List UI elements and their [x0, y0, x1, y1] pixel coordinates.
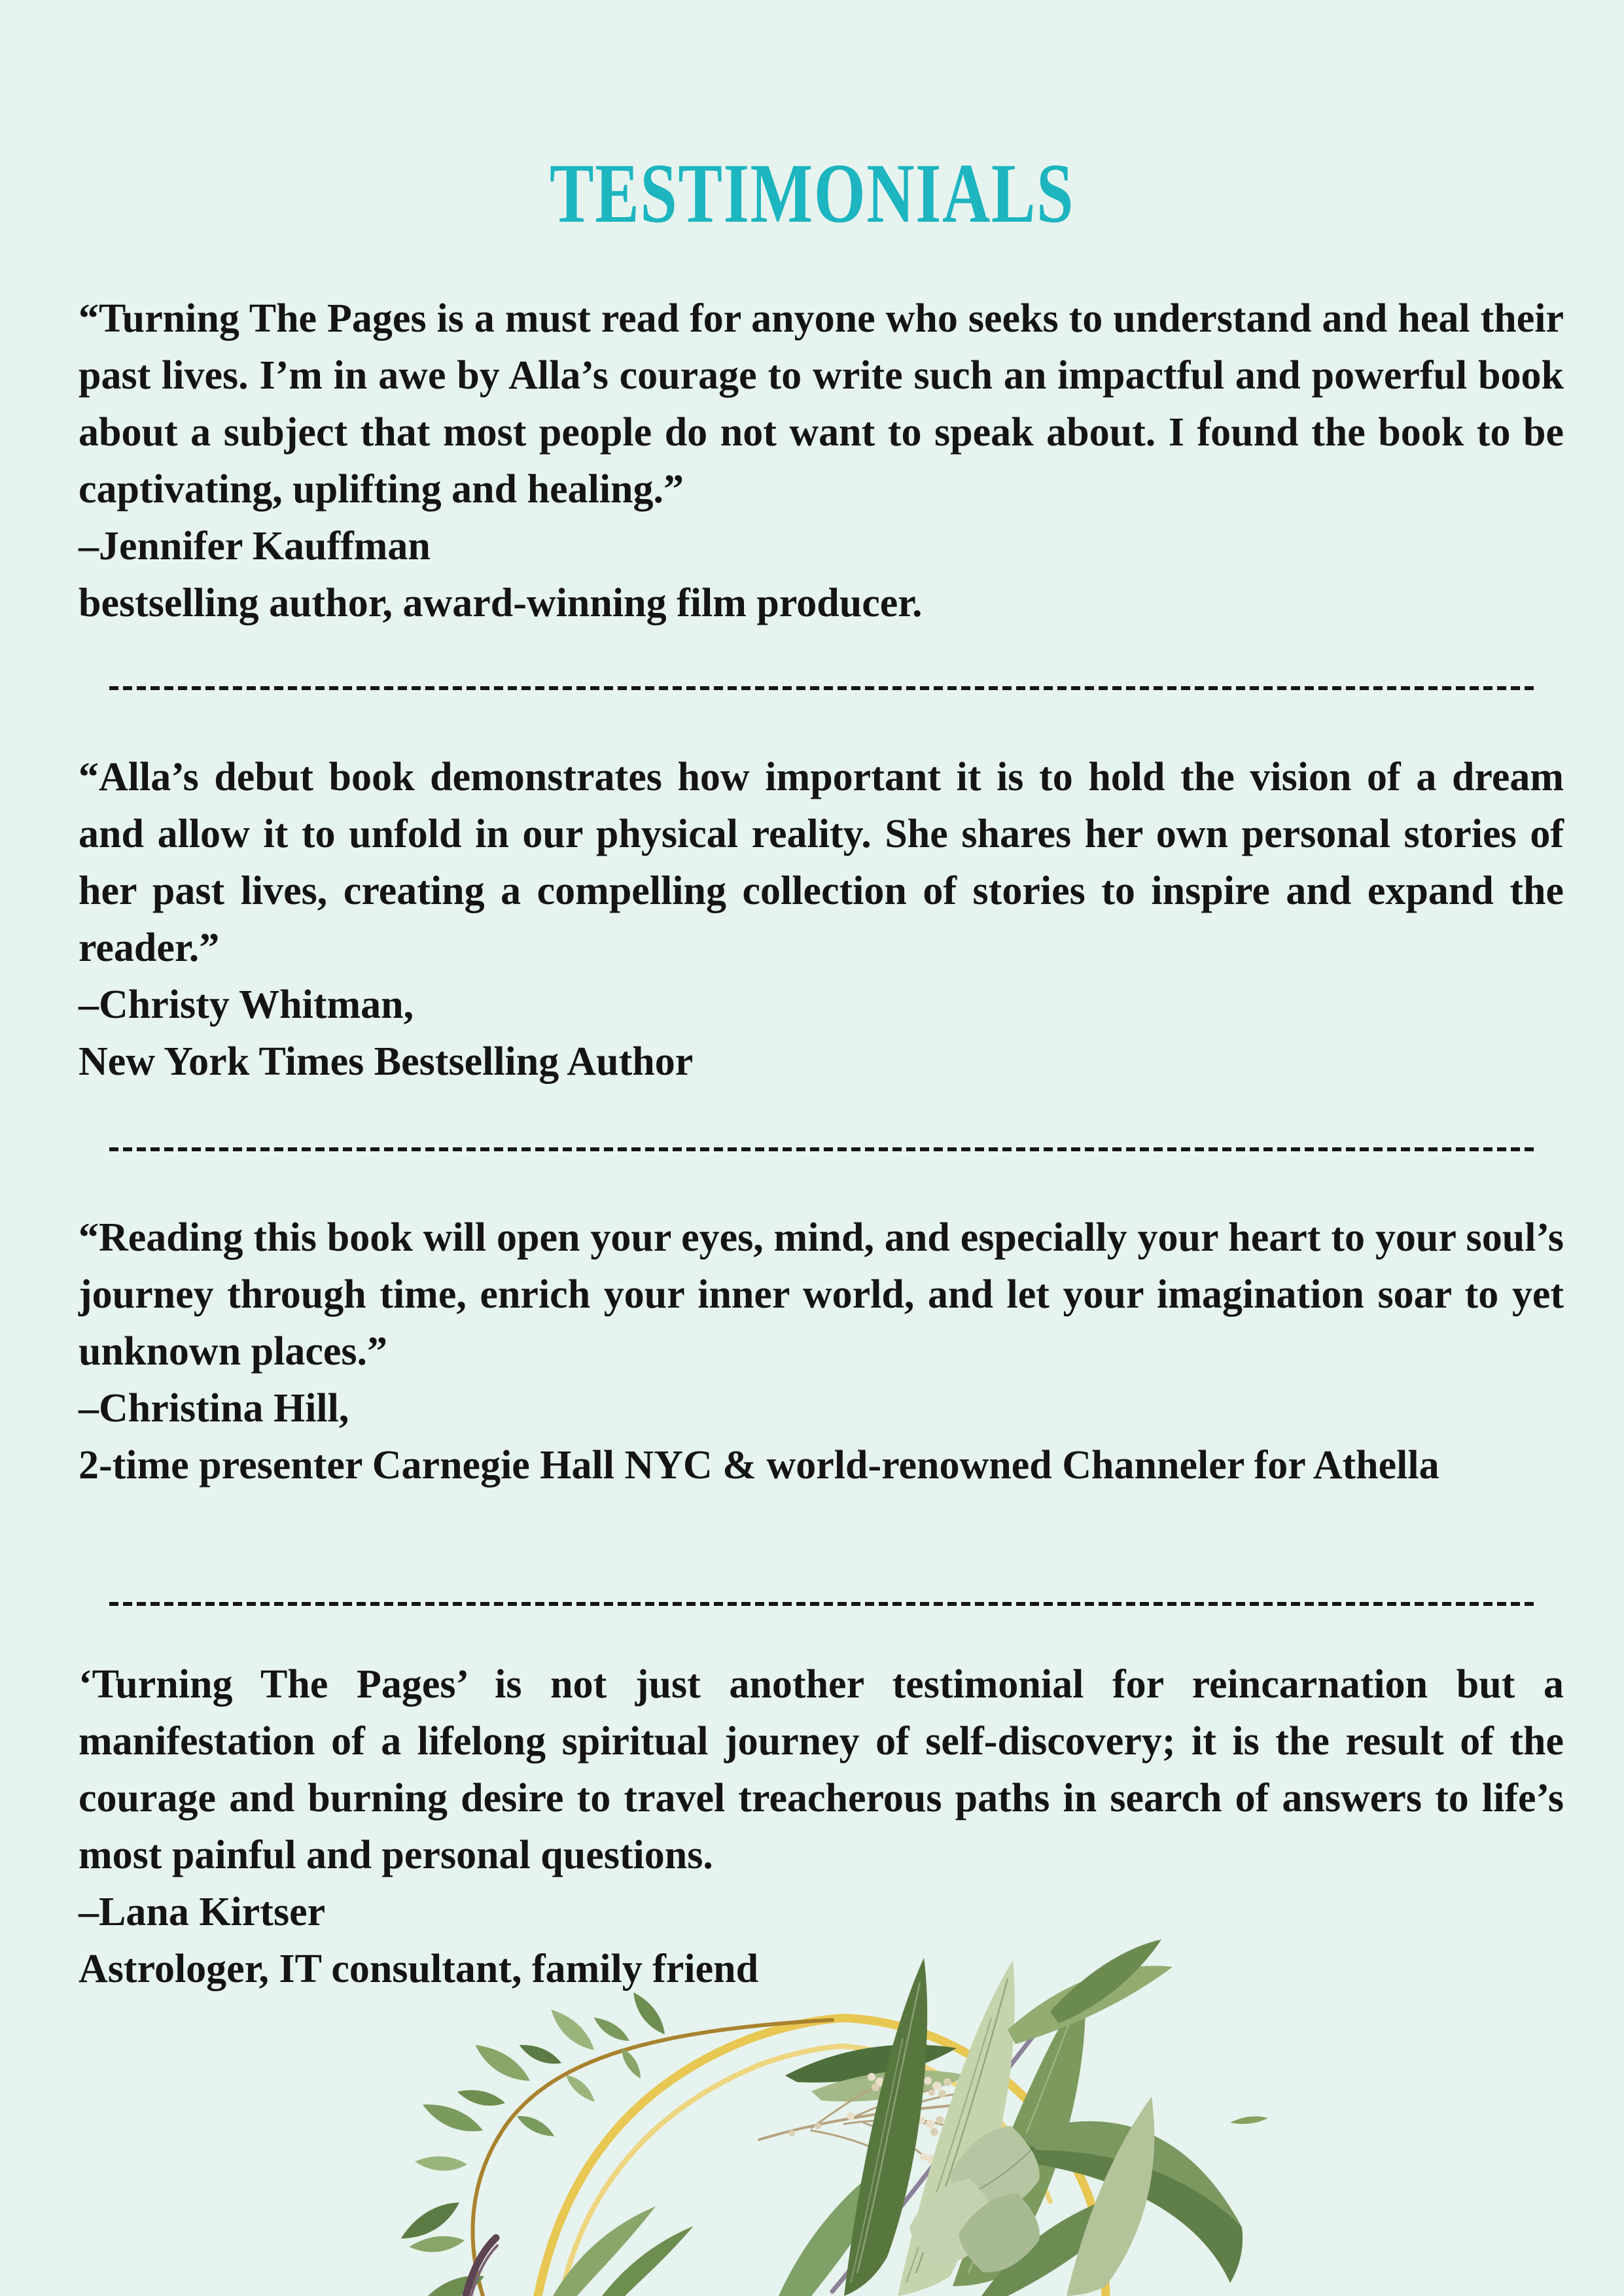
- testimonial-author: –Jennifer Kauffman: [79, 524, 431, 568]
- testimonial-quote: ‘Turning The Pages’ is not just another testimonial for reincarnation but a manifestation of a lifelong spiritual journey of self-discovery; it is the result of the courage and burning desire to travel treacherous paths in search of answers to life’s most painful and personal questions.: [79, 1662, 1564, 1877]
- testimonial-block-3: [79, 1209, 1564, 1494]
- dashed-divider: [109, 1147, 1538, 1151]
- botanical-wreath-illustration: [393, 1920, 1276, 2296]
- testimonial-author: –Christina Hill,: [79, 1386, 349, 1431]
- testimonial-quote: “Reading this book will open your eyes, mind, and especially your heart to your soul’s journey through time, enrich your inner world, and let your imagination soar to yet unknown places.”: [79, 1215, 1564, 1374]
- page-title: TESTIMONIALS: [549, 147, 1074, 241]
- testimonial-block-2: [79, 749, 1564, 1090]
- palm-leaves: [553, 1939, 1268, 2296]
- dashed-divider: [109, 1602, 1538, 1606]
- testimonial-block-1: [79, 290, 1564, 632]
- testimonial-quote: “Alla’s debut book demonstrates how important it is to hold the vision of a dream and allow it to unfold in our physical reality. She shares her own personal stories of her past lives, creating a compelling collection of stories to inspire and expand the reader.”: [79, 755, 1564, 970]
- testimonial-credential: Astrologer, IT consultant, family friend: [79, 1947, 759, 1991]
- testimonial-quote: “Turning The Pages is a must read for anyone who seeks to understand and heal their past lives. I’m in awe by Alla’s courage to write such an impactful and powerful book about a subject that most people do not want to speak about. I found the book to be captivating, uplifting and healing.”: [79, 296, 1564, 512]
- dashed-divider: [109, 686, 1538, 690]
- testimonial-credential: bestselling author, award-winning film producer.: [79, 581, 923, 625]
- testimonial-author: –Christy Whitman,: [79, 983, 414, 1027]
- testimonial-credential: New York Times Bestselling Author: [79, 1039, 694, 1084]
- testimonial-credential: 2-time presenter Carnegie Hall NYC & world-renowned Channeler for Athella: [79, 1443, 1439, 1487]
- testimonial-author: –Lana Kirtser: [79, 1890, 326, 1934]
